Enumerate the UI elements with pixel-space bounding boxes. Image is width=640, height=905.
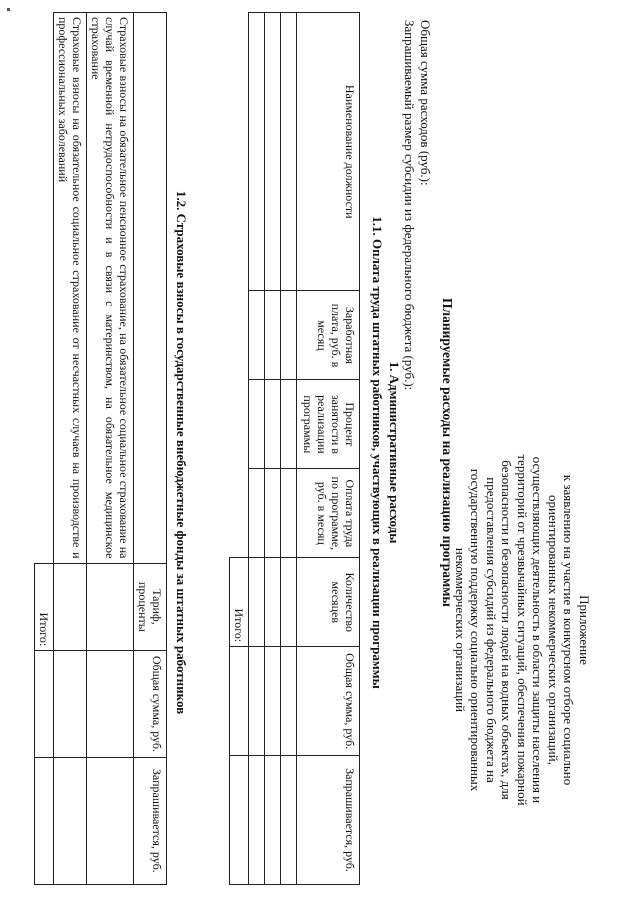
table-row <box>281 13 297 885</box>
table-cell[interactable] <box>54 563 87 651</box>
table-cell[interactable] <box>87 651 134 757</box>
col-description <box>134 13 167 564</box>
blank-cell <box>230 291 249 380</box>
total-sum-cell[interactable] <box>230 647 249 756</box>
table-cell[interactable] <box>265 380 281 469</box>
table-row <box>54 13 87 885</box>
section-1-heading: 1. Административные расходы <box>387 361 402 544</box>
table-cell[interactable] <box>249 380 265 469</box>
annex-line: безопасности и безопасности людей на водных объектах, для <box>499 460 515 800</box>
table-row <box>265 13 281 885</box>
table-cell[interactable] <box>281 291 297 380</box>
blank-cell <box>230 469 249 558</box>
table-header-row <box>134 13 167 885</box>
table-row <box>249 13 265 885</box>
table-total-row <box>35 13 54 885</box>
main-heading: Планируемые расходы на реализацию программы <box>440 298 455 607</box>
table-header-row <box>297 13 360 885</box>
col-percent: Процент занятости в реализации программы <box>297 380 360 469</box>
table-cell[interactable] <box>54 651 87 757</box>
blank-cell <box>230 13 249 291</box>
col-total-sum: Общая сумма, руб. <box>134 651 167 757</box>
table-cell[interactable] <box>281 469 297 558</box>
table-cell[interactable] <box>265 756 281 885</box>
table-cell[interactable] <box>265 13 281 291</box>
table-row <box>87 13 134 885</box>
table-cell[interactable] <box>265 291 281 380</box>
table-cell[interactable] <box>249 558 265 647</box>
annex-line: к заявлению на участие в конкурсном отборе социально <box>561 474 577 786</box>
blank-cell <box>35 13 54 564</box>
totals-block <box>401 20 433 390</box>
col-requested: Запрашивается, руб. <box>297 756 360 885</box>
salary-table <box>229 12 360 885</box>
col-position: Наименование должности <box>297 13 360 291</box>
table-cell[interactable] <box>281 380 297 469</box>
annex-line: территорий от чрезвычайных ситуаций, обеспечения пожарной <box>515 454 530 806</box>
table-cell[interactable] <box>265 558 281 647</box>
col-salary: Заработная плата, руб. в месяц <box>297 291 360 380</box>
insurance-row-label: Страховые взносы на обязательное пенсионное страхование, на обязательное социальное страхование на случай временной нетрудоспособности и в связи с материнством, на обязательное медицинское страхование <box>87 13 134 564</box>
table-cell[interactable] <box>281 13 297 291</box>
blank-cell <box>230 380 249 469</box>
table-cell[interactable] <box>281 558 297 647</box>
annex-line: государственную поддержку социально ориентированных <box>468 468 484 792</box>
annex-line: осуществляющих деятельность в области защиты населения и <box>530 456 546 804</box>
section-1-1-heading: 1.1. Оплата труда штатных работников, участвующих в реализации программы <box>370 216 385 689</box>
col-requested: Запрашивается, руб. <box>134 757 167 884</box>
col-months: Количество месяцев <box>297 558 360 647</box>
total-sum-cell[interactable] <box>35 651 54 757</box>
insurance-table <box>34 12 167 885</box>
insurance-row-label: Страховые взносы на обязательное социальное страхование от несчастных случаев на производстве и профессиональных заболеваний <box>54 13 87 564</box>
scan-mark <box>7 8 10 11</box>
table-cell[interactable] <box>265 647 281 756</box>
col-total-sum: Общая сумма, руб. <box>297 647 360 756</box>
requested-subsidy-label: Запрашиваемый размер субсидии из федерального бюджета (руб.): <box>402 20 417 391</box>
table-cell[interactable] <box>54 757 87 884</box>
annex-line: предоставления субсидий из федерального бюджета на <box>484 477 499 783</box>
total-label: Итого: <box>35 563 54 651</box>
total-expenses-label: Общая сумма расходов (руб.): <box>418 20 433 186</box>
col-tariff: Тариф, проценты <box>134 563 167 651</box>
table-cell[interactable] <box>249 647 265 756</box>
total-requested-cell[interactable] <box>230 756 249 885</box>
table-cell[interactable] <box>265 469 281 558</box>
table-cell[interactable] <box>281 756 297 885</box>
annex-block <box>453 390 593 870</box>
total-requested-cell[interactable] <box>35 757 54 884</box>
annex-title: Приложение <box>577 595 592 665</box>
table-cell[interactable] <box>87 757 134 884</box>
table-cell[interactable] <box>249 291 265 380</box>
table-cell[interactable] <box>249 756 265 885</box>
table-cell[interactable] <box>87 563 134 651</box>
table-total-row <box>230 13 249 885</box>
total-label: Итого: <box>230 558 249 647</box>
annex-line: ориентированных некоммерческих организаций, <box>546 495 561 765</box>
table-cell[interactable] <box>249 469 265 558</box>
col-program-pay: Оплата труда по программе, руб. в месяц <box>297 469 360 558</box>
annex-line: некоммерческих организаций <box>453 547 468 713</box>
section-1-2-heading: 1.2. Страховые взносы в государственные внебюджетные фонды за штатных работников <box>174 190 189 715</box>
table-cell[interactable] <box>249 13 265 291</box>
table-cell[interactable] <box>281 647 297 756</box>
